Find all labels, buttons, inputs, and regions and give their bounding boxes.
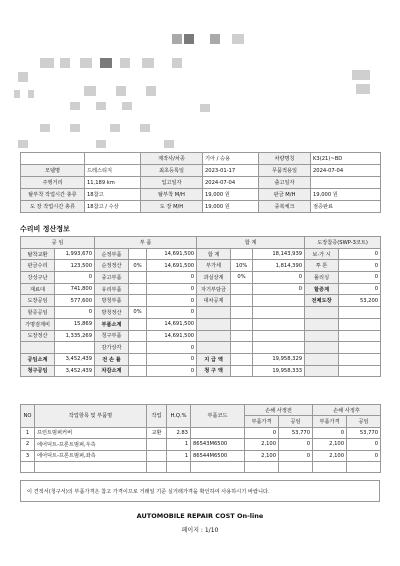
cost-label: 판금수리 — [21, 260, 55, 272]
cost-value: 0% — [129, 260, 147, 272]
cost-value — [339, 330, 381, 342]
before-adjust-header: 손해 사정전 — [245, 405, 313, 416]
parts-row — [21, 427, 381, 438]
cost-value — [129, 283, 147, 295]
parts-cell-work: 교환 — [147, 427, 167, 438]
cost-value: 0 — [147, 353, 197, 365]
cost-table — [20, 236, 381, 377]
cost-value: 3,452,439 — [55, 365, 95, 377]
cost-row — [21, 318, 381, 330]
cost-value — [253, 342, 305, 354]
cost-value: 0 — [55, 307, 95, 319]
cost-value — [339, 307, 381, 319]
cost-value — [231, 353, 253, 365]
parts-table — [20, 404, 381, 473]
vehicle-field-value: 18참고 — [85, 189, 141, 201]
cost-label — [305, 307, 339, 319]
parts-cell-code — [191, 427, 245, 438]
parts-cell-ap: 0 — [313, 427, 347, 438]
vehicle-field-value: 19,000 원 — [311, 189, 381, 201]
parts-cell-al: 0 — [347, 439, 381, 450]
cost-value: 14,691,500 — [147, 260, 197, 272]
parts-cell-bp: 0 — [245, 427, 279, 438]
vehicle-info-row — [21, 165, 381, 177]
cost-value — [339, 365, 381, 377]
parts-cell-hq: 1 — [167, 450, 191, 461]
cost-value: 0 — [147, 272, 197, 284]
cost-label: 할증공임 — [21, 307, 55, 319]
cost-value — [129, 248, 147, 260]
after-price-header: 부품가격 — [313, 416, 347, 427]
cost-row — [21, 260, 381, 272]
cost-label: 도장공임 — [21, 295, 55, 307]
parts-cell-code: 86543M6500 — [191, 439, 245, 450]
vehicle-field-label: 탈부착 M/H — [141, 189, 203, 201]
vehicle-field-value — [21, 153, 85, 165]
cost-row — [21, 330, 381, 342]
parts-cell-hq — [167, 461, 191, 472]
parts-cell-item: 에어덕트-프론트범퍼,우측 — [35, 439, 147, 450]
parts-cell-no: 1 — [21, 427, 35, 438]
parts-cell-item — [35, 461, 147, 472]
cost-value — [129, 330, 147, 342]
cost-label: 청구공임 — [21, 365, 55, 377]
parts-row — [21, 439, 381, 450]
cost-row — [21, 283, 381, 295]
cost-value — [339, 342, 381, 354]
parts-code-header: 부품코드 — [191, 405, 245, 428]
parts-cell-no: 2 — [21, 439, 35, 450]
vehicle-info-body — [21, 153, 381, 213]
cost-label: 방청부품 — [95, 295, 129, 307]
cost-value: 15,869 — [55, 318, 95, 330]
cost-value — [129, 342, 147, 354]
cost-value: 53,200 — [339, 295, 381, 307]
vehicle-field-value: 점증완료 — [311, 201, 381, 213]
before-price-header: 부품가격 — [245, 416, 279, 427]
cost-row — [21, 248, 381, 260]
cost-value — [231, 365, 253, 377]
cost-value: 10% — [231, 260, 253, 272]
parts-cell-al — [347, 461, 381, 472]
cost-label: 공임소계 — [21, 353, 55, 365]
cost-value: 1,993,670 — [55, 248, 95, 260]
parts-cell-hq: 1 — [167, 439, 191, 450]
cost-value: 0 — [339, 260, 381, 272]
cost-label: 부품소계 — [95, 318, 129, 330]
before-labor-header: 공임 — [279, 416, 313, 427]
cost-label: 차감소계 — [95, 365, 129, 377]
vehicle-field-label: 도 장 작업시간 총류 — [21, 201, 85, 213]
cost-value: 123,500 — [55, 260, 95, 272]
cost-value — [253, 307, 305, 319]
parts-cell-bl: 0 — [279, 450, 313, 461]
cost-label: 순정부품 — [95, 248, 129, 260]
cost-value: 0% — [129, 307, 147, 319]
cost-value: 0 — [147, 283, 197, 295]
vehicle-info-row — [21, 177, 381, 189]
cost-value — [231, 248, 253, 260]
vehicle-info-row — [21, 189, 381, 201]
cost-row — [21, 272, 381, 284]
cost-label: 감가상각 — [95, 342, 129, 354]
vehicle-field-value: 드레스티지 — [85, 165, 141, 177]
parts-item-header: 작업항목 및 부품명 — [35, 405, 147, 428]
cost-row — [21, 307, 381, 319]
cost-value — [129, 318, 147, 330]
vehicle-field-label: 출고일자 — [259, 177, 311, 189]
cost-label: 전체도장 — [305, 295, 339, 307]
cost-value: 1,335,269 — [55, 330, 95, 342]
cost-label: 강성구난 — [21, 272, 55, 284]
vehicle-info-row — [21, 153, 381, 165]
cost-value: 14,691,500 — [147, 318, 197, 330]
vehicle-field-value: 2023-01-17 — [203, 165, 259, 177]
cost-value — [231, 318, 253, 330]
cost-label: 탈착교환 — [21, 248, 55, 260]
cost-label — [305, 342, 339, 354]
cost-label: 보·가 시 — [305, 248, 339, 260]
parts-cell-ap: 2,100 — [313, 450, 347, 461]
parts-cell-code — [191, 461, 245, 472]
footer-title: AUTOMOBILE REPAIR COST On-line — [136, 512, 264, 520]
cost-label: 도장정산 — [21, 330, 55, 342]
parts-no-header: NO — [21, 405, 35, 428]
cost-label: 할증계 — [305, 283, 339, 295]
cost-label: 순정정산 — [95, 260, 129, 272]
parts-body — [21, 427, 381, 473]
cost-value — [231, 342, 253, 354]
cost-label: 재료대 — [21, 283, 55, 295]
cost-value — [129, 353, 147, 365]
cost-label — [305, 318, 339, 330]
cost-label: 중고부품 — [95, 272, 129, 284]
after-adjust-header: 손해 사정후 — [313, 405, 381, 416]
cost-label: 대차공제 — [197, 295, 231, 307]
parts-cell-code: 86544M6500 — [191, 450, 245, 461]
parts-work-header: 작업 — [147, 405, 167, 428]
vehicle-field-label: 판금 M/H — [259, 189, 311, 201]
cost-value: 19,958,329 — [253, 353, 305, 365]
cost-label — [305, 353, 339, 365]
cost-label: 지 급 액 — [197, 353, 231, 365]
parts-cell-al: 0 — [347, 450, 381, 461]
vehicle-field-value: 19,000 원 — [203, 189, 259, 201]
vehicle-field-value: 18참고 / 수상 — [85, 201, 141, 213]
parts-cell-work — [147, 461, 167, 472]
cost-value — [129, 365, 147, 377]
cost-label — [21, 342, 55, 354]
parts-row — [21, 450, 381, 461]
vehicle-field-label: 최초등록일 — [141, 165, 203, 177]
parts-cell-item: 프런트범퍼커버 — [35, 427, 147, 438]
cost-label: 가명검계비 — [21, 318, 55, 330]
parts-cell-work — [147, 450, 167, 461]
cost-header-row — [21, 237, 381, 249]
cost-section-title: 수리비 정산정보 — [20, 225, 70, 233]
cost-value — [231, 283, 253, 295]
cost-value: 0 — [253, 283, 305, 295]
vehicle-field-label: 차량명칭 — [259, 153, 311, 165]
parts-header: 부 품 — [95, 237, 197, 249]
vehicle-field-label: 제작사/차종 — [141, 153, 203, 165]
cost-value — [253, 318, 305, 330]
cost-value: 19,958,333 — [253, 365, 305, 377]
cost-label: 부가세 — [197, 260, 231, 272]
vehicle-field-label: 무품적용일 — [259, 165, 311, 177]
notice-text: 이 견적서(청구서)의 부품가격은 참고 가격이므로 거래일 기준 실거래가격을 확인하여 사용하시기 바랍니다. — [20, 480, 380, 502]
parts-cell-hq: 2.83 — [167, 427, 191, 438]
cost-row — [21, 365, 381, 377]
cost-value: 0 — [147, 365, 197, 377]
cost-value — [231, 295, 253, 307]
cost-value: 0 — [339, 283, 381, 295]
cost-label — [197, 342, 231, 354]
parts-cell-ap: 2,100 — [313, 439, 347, 450]
cost-value: 0 — [147, 295, 197, 307]
parts-cell-bl: 0 — [279, 439, 313, 450]
cost-value — [339, 318, 381, 330]
cost-value: 1,814,390 — [253, 260, 305, 272]
parts-cell-bl: 53,770 — [279, 427, 313, 438]
parts-cell-bp: 2,100 — [245, 439, 279, 450]
cost-value: 0 — [339, 248, 381, 260]
cost-value — [129, 272, 147, 284]
vehicle-field-label: 모델명 — [21, 165, 85, 177]
cost-row — [21, 342, 381, 354]
cost-label — [197, 307, 231, 319]
parts-cell-ap — [313, 461, 347, 472]
parts-cell-bl — [279, 461, 313, 472]
after-labor-header: 공임 — [347, 416, 381, 427]
vehicle-field-value — [85, 153, 141, 165]
cost-value — [129, 295, 147, 307]
parts-cell-work — [147, 439, 167, 450]
cost-label: 폴리싱 — [305, 272, 339, 284]
parts-cell-bp — [245, 461, 279, 472]
cost-label — [305, 330, 339, 342]
parts-cell-bp: 2,100 — [245, 450, 279, 461]
cost-label: 합 계 — [197, 248, 231, 260]
cost-value: 577,600 — [55, 295, 95, 307]
cost-label: 유리부품 — [95, 283, 129, 295]
cost-label: 청구부품 — [95, 330, 129, 342]
cost-value — [253, 330, 305, 342]
cost-value: 3,452,439 — [55, 353, 95, 365]
cost-value: 0 — [339, 272, 381, 284]
cost-label: 청 구 액 — [197, 365, 231, 377]
paint-header: 도장참증(SWP-3코트) — [305, 237, 381, 249]
cost-label: 자기부담금 — [197, 283, 231, 295]
cost-value: 18,143,939 — [253, 248, 305, 260]
cost-value: 0 — [253, 272, 305, 284]
labor-header: 공 임 — [21, 237, 95, 249]
cost-value: 741,800 — [55, 283, 95, 295]
cost-label: 투 톤 — [305, 260, 339, 272]
parts-cell-no — [21, 461, 35, 472]
vehicle-field-value: 2024-07-04 — [311, 165, 381, 177]
cost-label — [197, 330, 231, 342]
vehicle-field-value: K3(21)~BD — [311, 153, 381, 165]
vehicle-field-label: 중복체크 — [259, 201, 311, 213]
vehicle-field-value: 11,189 km — [85, 177, 141, 189]
cost-row — [21, 353, 381, 365]
vehicle-field-value: 기아 / 승용 — [203, 153, 259, 165]
vehicle-field-label: 주행거리 — [21, 177, 85, 189]
cost-body — [21, 248, 381, 377]
vehicle-info-row — [21, 201, 381, 213]
cost-value — [231, 330, 253, 342]
vehicle-field-label: 입고일자 — [141, 177, 203, 189]
vehicle-info-table — [20, 152, 381, 213]
cost-value: 0 — [147, 342, 197, 354]
cost-value: 14,691,500 — [147, 248, 197, 260]
cost-value — [55, 342, 95, 354]
cost-label: 방청정산 — [95, 307, 129, 319]
parts-hq-header: H.Q.% — [167, 405, 191, 428]
cost-value: 0 — [147, 307, 197, 319]
cost-row — [21, 295, 381, 307]
cost-value — [231, 307, 253, 319]
vehicle-field-value: 19,000 원 — [203, 201, 259, 213]
parts-cell-no: 3 — [21, 450, 35, 461]
cost-label — [197, 318, 231, 330]
parts-cell-al: 53,770 — [347, 427, 381, 438]
total-header: 합 계 — [197, 237, 305, 249]
parts-cell-item: 에어덕트-프론트범퍼,좌측 — [35, 450, 147, 461]
parts-header-row-1 — [21, 405, 381, 416]
vehicle-field-label: 도 장 M/H — [141, 201, 203, 213]
cost-value — [339, 353, 381, 365]
vehicle-field-label: 탈부착 작업시간 총류 — [21, 189, 85, 201]
vehicle-field-value: 2024-07-04 — [203, 177, 259, 189]
cost-label — [305, 365, 339, 377]
page-number: 페이지 : 1/10 — [181, 527, 219, 534]
parts-row — [21, 461, 381, 472]
cost-value: 0% — [231, 272, 253, 284]
cost-value — [253, 295, 305, 307]
cost-label: 전 손 률 — [95, 353, 129, 365]
vehicle-field-value — [311, 177, 381, 189]
cost-value: 0 — [55, 272, 95, 284]
cost-label: 과실상계 — [197, 272, 231, 284]
cost-value: 14,691,500 — [147, 330, 197, 342]
